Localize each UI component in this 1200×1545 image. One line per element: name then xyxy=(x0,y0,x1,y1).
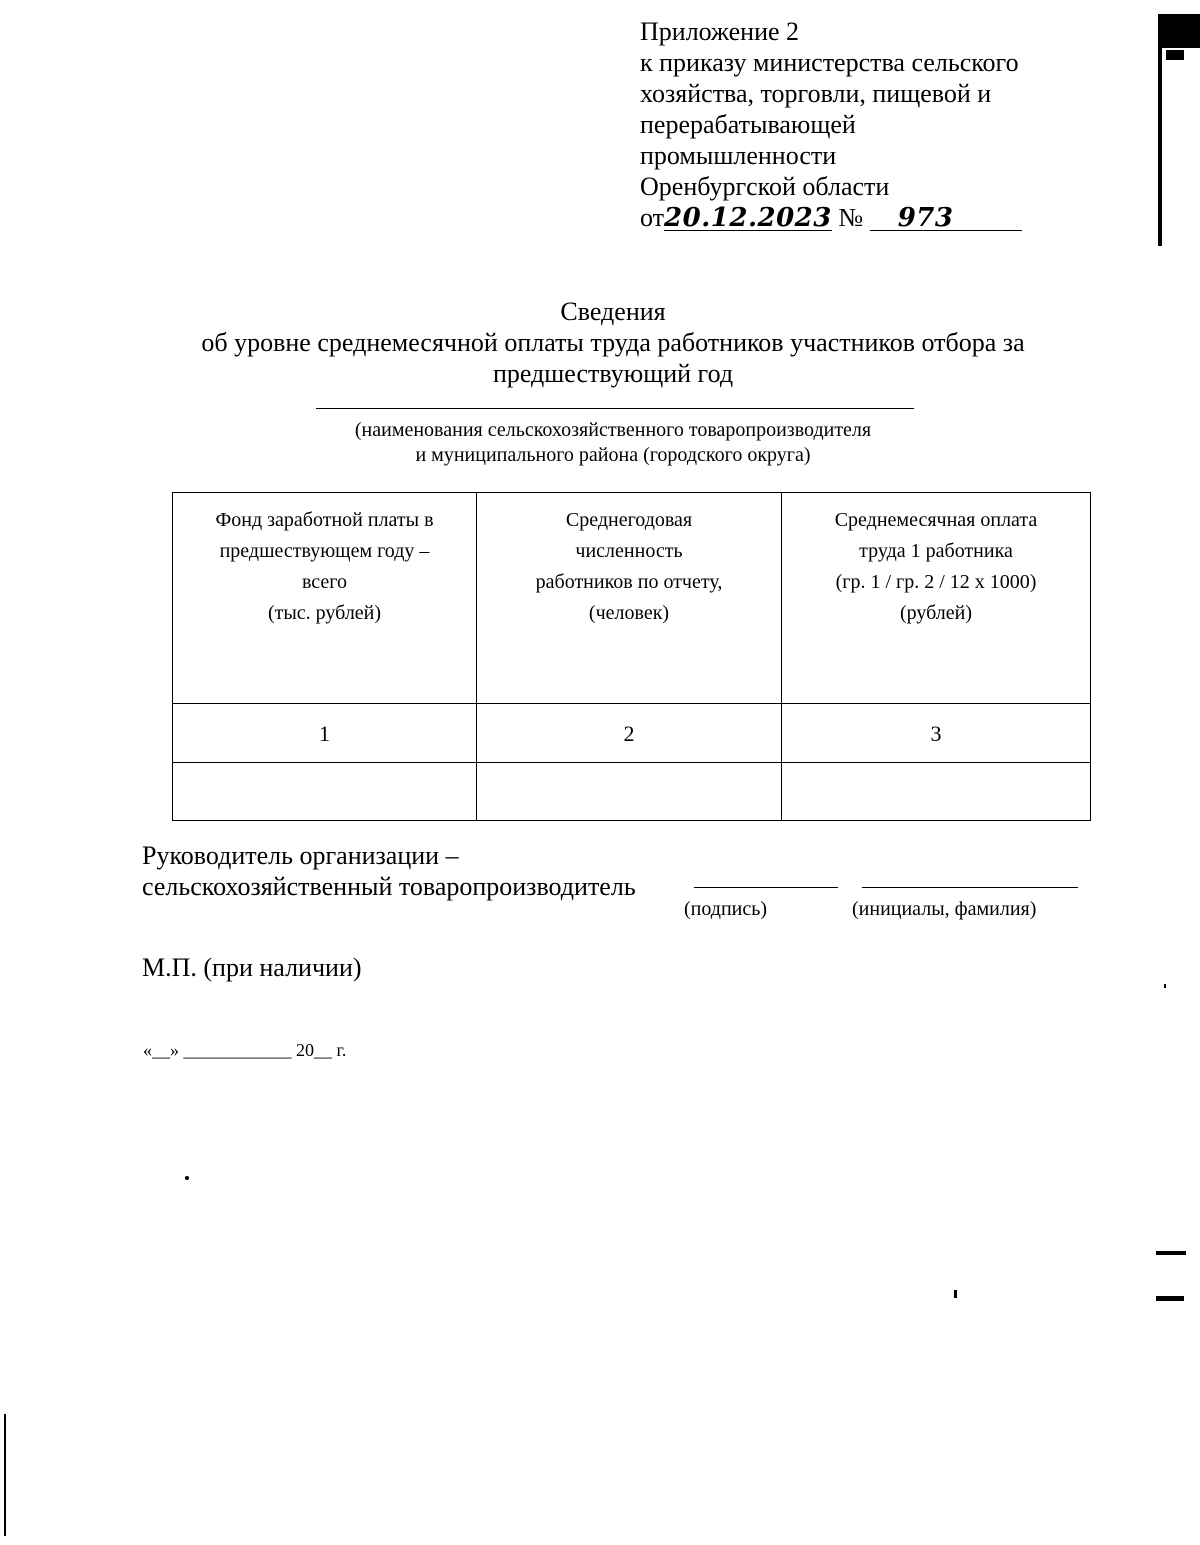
appendix-label: Приложение 2 xyxy=(640,17,800,46)
name-fill-line[interactable] xyxy=(862,887,1078,888)
header-text: предшествующем году – xyxy=(219,540,430,562)
signature-caption: (подпись) xyxy=(684,898,768,920)
title-line: предшествующий год xyxy=(492,359,734,388)
column-number: 3 xyxy=(782,704,1091,763)
scan-edge-mark xyxy=(1158,44,1162,246)
column-header-wage-fund xyxy=(173,493,477,704)
header-line: Оренбургской области xyxy=(640,172,890,201)
column-number: 2 xyxy=(477,704,782,763)
header-line: к приказу министерства сельского xyxy=(640,48,1019,77)
producer-name-caption xyxy=(0,418,1200,468)
signature-fill-line[interactable] xyxy=(694,887,838,888)
column-number-row xyxy=(173,704,1091,763)
title-line: об уровне среднемесячной оплаты труда работников участников отбора за xyxy=(201,328,1025,357)
signatory-line: сельскохозяйственный товаропроизводитель xyxy=(142,872,636,901)
header-line: хозяйства, торговли, пищевой и xyxy=(640,79,992,108)
initials-surname-caption: (инициалы, фамилия) xyxy=(852,898,1037,920)
signatory-line: Руководитель организации – xyxy=(142,841,459,870)
scan-edge-mark xyxy=(1156,1251,1186,1255)
order-date-number-line xyxy=(640,202,1060,233)
scan-speck xyxy=(1164,984,1166,988)
header-text: Среднемесячная оплата xyxy=(834,509,1038,531)
scan-speck xyxy=(954,1290,957,1298)
column-header-headcount xyxy=(477,493,782,704)
stamp-note: М.П. (при наличии) xyxy=(142,953,362,982)
headcount-cell[interactable] xyxy=(477,763,782,821)
data-entry-row xyxy=(173,763,1091,821)
header-text: работников по отчету, xyxy=(535,571,723,593)
average-salary-cell[interactable] xyxy=(782,763,1091,821)
scan-edge-mark xyxy=(1158,14,1200,48)
scan-speck xyxy=(185,1176,189,1180)
order-prefix: от xyxy=(640,203,665,232)
header-text: всего xyxy=(301,571,348,593)
signatory-block xyxy=(142,840,636,902)
column-number: 1 xyxy=(173,704,477,763)
wage-fund-cell[interactable] xyxy=(173,763,477,821)
handwritten-order-number: 973 xyxy=(870,206,1022,231)
document-title xyxy=(0,296,1200,389)
header-text: (человек) xyxy=(588,602,670,624)
title-line: Сведения xyxy=(560,297,666,326)
header-line: промышленности xyxy=(640,141,837,170)
number-sign: № xyxy=(838,203,864,232)
caption-line: и муниципального района (городского округа) xyxy=(415,444,811,466)
header-line: перерабатывающей xyxy=(640,110,856,139)
order-reference-header xyxy=(640,16,1060,233)
header-text: (тыс. рублей) xyxy=(267,602,382,624)
header-text: (рублей) xyxy=(899,602,973,624)
scan-edge-mark xyxy=(1166,50,1184,60)
header-text: численность xyxy=(575,540,683,562)
header-text: (гр. 1 / гр. 2 / 12 х 1000) xyxy=(835,571,1037,593)
date-fill-line: «__» ____________ 20__ г. xyxy=(143,1040,347,1060)
header-text: труда 1 работника xyxy=(859,540,1013,562)
scan-edge-mark xyxy=(4,1414,6,1536)
header-text: Среднегодовая xyxy=(565,509,693,531)
table-header-row xyxy=(173,493,1091,704)
column-header-average-salary xyxy=(782,493,1091,704)
header-text: Фонд заработной платы в xyxy=(215,509,434,531)
scan-edge-mark xyxy=(1156,1296,1184,1301)
handwritten-order-date: 20.12.2023 xyxy=(664,203,832,233)
salary-data-table xyxy=(172,492,1091,821)
producer-name-fill-line xyxy=(316,408,914,409)
caption-line: (наименования сельскохозяйственного товаропроизводителя xyxy=(354,419,872,441)
